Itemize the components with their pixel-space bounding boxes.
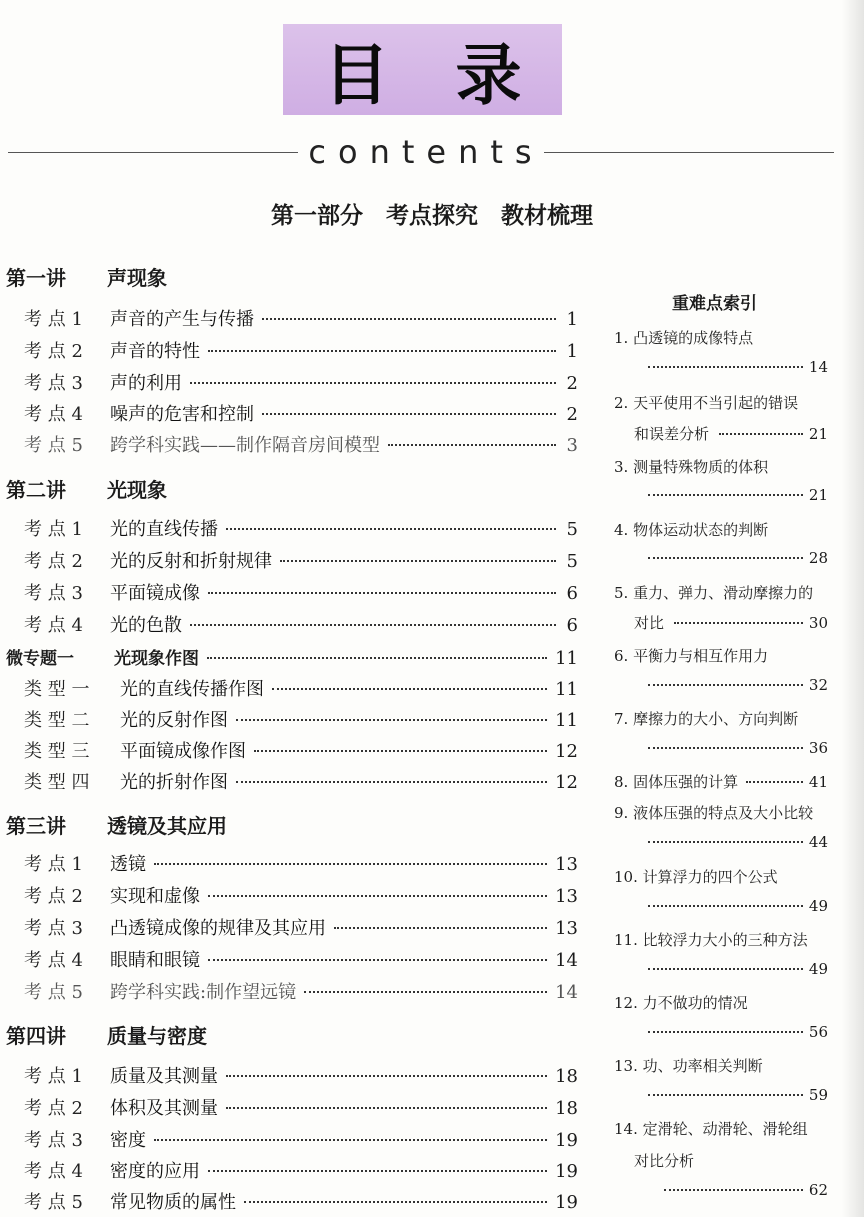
chapter-heading[interactable] — [6, 810, 227, 839]
leader-dots — [208, 894, 547, 897]
index-item-page-line[interactable] — [648, 960, 828, 978]
index-item-page-line[interactable] — [648, 1023, 828, 1041]
toc-entry[interactable] — [24, 515, 578, 543]
entry-label: 类 型 一 — [24, 679, 90, 700]
entry-page: 12 — [555, 772, 578, 793]
leader-dots — [674, 621, 803, 624]
entry-name: 体积及其测量 — [110, 1098, 218, 1119]
index-item-text[interactable]: 6. 平衡力与相互作用力 — [614, 647, 769, 665]
leader-dots — [272, 687, 547, 690]
entry-label: 考 点 3 — [24, 373, 83, 394]
toc-entry[interactable] — [24, 369, 578, 397]
index-item-text: 8. 固体压强的计算 — [614, 773, 739, 791]
entry-name: 光的色散 — [110, 615, 182, 636]
leader-dots — [154, 862, 547, 865]
leader-dots — [254, 749, 547, 752]
entry-page: 5 — [566, 551, 578, 572]
entry-name: 常见物质的属性 — [110, 1192, 236, 1213]
leader-dots — [648, 365, 803, 368]
toc-entry[interactable] — [24, 946, 578, 974]
index-page: 49 — [808, 897, 828, 915]
toc-entry[interactable] — [24, 431, 578, 459]
entry-label: 考 点 4 — [24, 1161, 83, 1182]
entry-page: 11 — [555, 679, 578, 700]
leader-dots — [236, 718, 547, 721]
leader-dots — [226, 1106, 547, 1109]
leader-dots — [226, 527, 556, 530]
entry-name: 平面镜成像作图 — [120, 741, 246, 762]
leader-dots — [388, 443, 556, 446]
page-title: 目录 — [323, 37, 588, 114]
index-item-page-line[interactable] — [648, 549, 828, 567]
chapter-heading[interactable] — [6, 1020, 207, 1049]
entry-page: 19 — [555, 1192, 578, 1213]
leader-dots — [746, 780, 803, 783]
entry-name: 凸透镜成像的规律及其应用 — [110, 918, 326, 939]
entry-label: 考 点 1 — [24, 309, 83, 330]
index-item-text[interactable]: 3. 测量特殊物质的体积 — [614, 458, 769, 476]
page-edge-shadow — [842, 0, 864, 1217]
entry-name: 噪声的危害和控制 — [110, 404, 254, 425]
entry-name: 密度的应用 — [110, 1161, 200, 1182]
toc-entry[interactable] — [24, 768, 578, 796]
toc-entry[interactable] — [24, 914, 578, 942]
chapter-number: 第四讲 — [6, 1024, 66, 1048]
entry-name: 跨学科实践:制作望远镜 — [110, 982, 297, 1003]
index-item-page-line[interactable] — [648, 358, 828, 376]
chapter-title: 质量与密度 — [107, 1024, 207, 1048]
index-page: 28 — [808, 549, 828, 567]
index-page: 21 — [808, 486, 828, 504]
leader-dots — [236, 780, 547, 783]
entry-name: 光的直线传播作图 — [120, 679, 264, 700]
entry-label: 考 点 2 — [24, 886, 83, 907]
leader-dots — [208, 349, 556, 352]
leader-dots — [304, 990, 547, 993]
chapter-title: 透镜及其应用 — [107, 814, 227, 838]
entry-label: 考 点 2 — [24, 551, 83, 572]
entry-page: 19 — [555, 1161, 578, 1182]
leader-dots — [226, 1074, 547, 1077]
entry-page: 2 — [566, 373, 578, 394]
index-page: 41 — [808, 773, 828, 791]
chapter-heading[interactable] — [6, 262, 167, 291]
leader-dots — [648, 683, 803, 686]
entry-name: 光的反射作图 — [120, 710, 228, 731]
entry-name: 声音的产生与传播 — [110, 309, 254, 330]
index-item-continuation: 和误差分析 — [634, 425, 710, 443]
toc-entry[interactable] — [24, 337, 578, 365]
chapter-number: 第一讲 — [6, 266, 66, 290]
index-item-page-line[interactable] — [648, 1086, 828, 1104]
leader-dots — [664, 1188, 803, 1191]
entry-page: 2 — [566, 404, 578, 425]
toc-entry[interactable] — [24, 850, 578, 878]
index-page: 36 — [808, 739, 828, 757]
entry-label: 类 型 三 — [24, 741, 90, 762]
index-item-page-line[interactable] — [664, 1181, 828, 1199]
special-topic-head: 微专题一 — [6, 649, 74, 669]
divider-line-left — [8, 152, 298, 153]
toc-entry[interactable] — [24, 882, 578, 910]
index-page: 44 — [808, 833, 828, 851]
leader-dots — [190, 623, 556, 626]
toc-entry[interactable] — [24, 706, 578, 734]
part-title: 第一部分 考点探究 教材梳理 — [271, 203, 593, 229]
index-item-text[interactable]: 2. 天平使用不当引起的错误 — [614, 394, 799, 412]
index-item-continuation: 对比 — [634, 614, 665, 632]
entry-page: 5 — [566, 519, 578, 540]
entry-label: 考 点 4 — [24, 404, 83, 425]
entry-label: 考 点 3 — [24, 918, 83, 939]
entry-page: 6 — [566, 583, 578, 604]
index-item-text[interactable]: 12. 力不做功的情况 — [614, 994, 748, 1012]
index-item-single-line[interactable] — [614, 771, 828, 792]
entry-label: 考 点 1 — [24, 854, 83, 875]
entry-page: 11 — [555, 648, 578, 669]
index-item-text[interactable]: 4. 物体运动状态的判断 — [614, 521, 769, 539]
index-page: 56 — [808, 1023, 828, 1041]
chapter-title: 声现象 — [107, 266, 167, 290]
entry-name: 光的反射和折射规律 — [110, 551, 272, 572]
index-item-continuation: 对比分析 — [634, 1152, 695, 1170]
index-title: 重难点索引 — [672, 294, 757, 314]
entry-label: 考 点 1 — [24, 1066, 83, 1087]
entry-page: 13 — [555, 886, 578, 907]
entry-name: 声的利用 — [110, 373, 182, 394]
entry-page: 14 — [555, 950, 578, 971]
leader-dots — [648, 493, 803, 496]
entry-name: 眼睛和眼镜 — [110, 950, 200, 971]
toc-entry[interactable] — [24, 547, 578, 575]
special-topic-name: 光现象作图 — [114, 649, 199, 669]
toc-entry[interactable] — [24, 305, 578, 333]
index-page: 49 — [808, 960, 828, 978]
entry-page: 12 — [555, 741, 578, 762]
special-topic-entry[interactable] — [6, 644, 578, 672]
index-item-page-line[interactable] — [634, 423, 828, 444]
index-item-text[interactable]: 9. 液体压强的特点及大小比较 — [614, 804, 814, 822]
index-item-text[interactable]: 7. 摩擦力的大小、方向判断 — [614, 710, 799, 728]
entry-name: 光的折射作图 — [120, 772, 228, 793]
entry-label: 类 型 二 — [24, 710, 90, 731]
index-page: 62 — [808, 1181, 828, 1199]
entry-label: 类 型 四 — [24, 772, 90, 793]
toc-entry[interactable] — [24, 1157, 578, 1185]
index-item-page-line[interactable] — [648, 897, 828, 915]
entry-page: 14 — [555, 982, 578, 1003]
entry-page: 11 — [555, 710, 578, 731]
index-page: 21 — [808, 425, 828, 443]
entry-page: 18 — [555, 1066, 578, 1087]
entry-label: 考 点 4 — [24, 950, 83, 971]
entry-name: 质量及其测量 — [110, 1066, 218, 1087]
contents-divider — [8, 132, 834, 172]
index-item-text[interactable]: 14. 定滑轮、动滑轮、滑轮组 — [614, 1120, 808, 1138]
index-item-text[interactable]: 5. 重力、弹力、滑动摩擦力的 — [614, 584, 814, 602]
entry-label: 考 点 4 — [24, 615, 83, 636]
entry-name: 跨学科实践——制作隔音房间模型 — [110, 435, 380, 456]
entry-label: 考 点 5 — [24, 982, 83, 1003]
leader-dots — [334, 926, 547, 929]
index-item-page-line[interactable] — [648, 676, 828, 694]
leader-dots — [648, 840, 803, 843]
title-banner — [283, 24, 588, 115]
index-item-page-line[interactable] — [634, 612, 828, 633]
toc-entry[interactable] — [24, 1094, 578, 1122]
entry-page: 1 — [566, 309, 578, 330]
toc-entry[interactable] — [24, 675, 578, 703]
index-item-text[interactable]: 11. 比较浮力大小的三种方法 — [614, 931, 808, 949]
divider-line-right — [544, 152, 834, 153]
entry-label: 考 点 2 — [24, 341, 83, 362]
index-item-text[interactable]: 10. 计算浮力的四个公式 — [614, 868, 778, 886]
entry-label: 考 点 3 — [24, 583, 83, 604]
entry-page: 1 — [566, 341, 578, 362]
entry-page: 13 — [555, 918, 578, 939]
entry-page: 13 — [555, 854, 578, 875]
leader-dots — [154, 1138, 547, 1141]
index-page: 14 — [808, 358, 828, 376]
leader-dots — [648, 746, 803, 749]
index-item-page-line[interactable] — [648, 833, 828, 851]
leader-dots — [208, 1169, 547, 1172]
entry-name: 声音的特性 — [110, 341, 200, 362]
index-page: 59 — [808, 1086, 828, 1104]
leader-dots — [207, 656, 547, 659]
leader-dots — [648, 904, 803, 907]
toc-entry[interactable] — [24, 1126, 578, 1154]
entry-page: 6 — [566, 615, 578, 636]
index-item-page-line[interactable] — [648, 486, 828, 504]
entry-name: 实现和虚像 — [110, 886, 200, 907]
entry-name: 光的直线传播 — [110, 519, 218, 540]
leader-dots — [648, 967, 803, 970]
index-page: 32 — [808, 676, 828, 694]
entry-page: 18 — [555, 1098, 578, 1119]
leader-dots — [244, 1200, 547, 1203]
leader-dots — [648, 1093, 803, 1096]
entry-page: 19 — [555, 1130, 578, 1151]
toc-entry[interactable] — [24, 579, 578, 607]
leader-dots — [208, 958, 547, 961]
entry-label: 考 点 2 — [24, 1098, 83, 1119]
index-item-page-line[interactable] — [648, 739, 828, 757]
toc-entry[interactable] — [24, 737, 578, 765]
chapter-number: 第三讲 — [6, 814, 66, 838]
leader-dots — [262, 317, 556, 320]
index-item-text[interactable]: 1. 凸透镜的成像特点 — [614, 329, 754, 347]
contents-word: contents — [308, 133, 544, 171]
toc-entry[interactable] — [24, 1188, 578, 1216]
toc-entry[interactable] — [24, 611, 578, 639]
chapter-heading[interactable] — [6, 474, 167, 503]
index-item-text[interactable]: 13. 功、功率相关判断 — [614, 1057, 763, 1075]
leader-dots — [648, 1030, 803, 1033]
entry-page: 3 — [566, 435, 578, 456]
entry-label: 考 点 5 — [24, 435, 83, 456]
chapter-number: 第二讲 — [6, 478, 66, 502]
entry-name: 平面镜成像 — [110, 583, 200, 604]
leader-dots — [719, 432, 803, 435]
leader-dots — [190, 381, 556, 384]
leader-dots — [280, 559, 556, 562]
entry-label: 考 点 5 — [24, 1192, 83, 1213]
entry-name: 密度 — [110, 1130, 146, 1151]
toc-entry[interactable] — [24, 1062, 578, 1090]
entry-name: 透镜 — [110, 854, 146, 875]
leader-dots — [648, 556, 803, 559]
index-page: 30 — [808, 614, 828, 632]
leader-dots — [208, 591, 556, 594]
toc-entry[interactable] — [24, 978, 578, 1006]
leader-dots — [262, 412, 556, 415]
toc-entry[interactable] — [24, 400, 578, 428]
entry-label: 考 点 1 — [24, 519, 83, 540]
chapter-title: 光现象 — [107, 478, 167, 502]
entry-label: 考 点 3 — [24, 1130, 83, 1151]
